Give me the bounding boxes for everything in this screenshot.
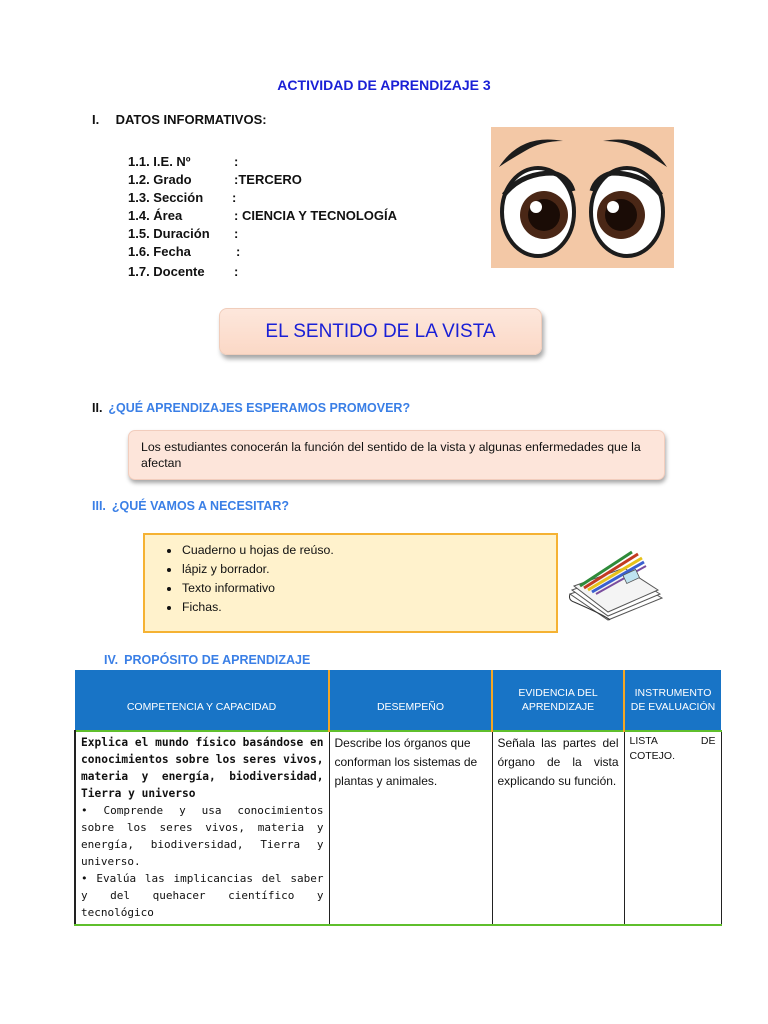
cell-desempeno: [329, 731, 492, 925]
list-item: • Fichas.: [181, 598, 556, 617]
info-row-duracion: 1.5. Duración :: [128, 226, 239, 241]
pencils-illustration: [566, 546, 666, 624]
table-header-row: [75, 670, 721, 731]
section-3-title: ¿QUÉ VAMOS A NECESITAR?: [111, 499, 289, 513]
materials-list: [145, 535, 556, 617]
table-row: [75, 731, 721, 925]
topic-banner: [219, 308, 542, 355]
header-competencia: COMPETENCIA Y CAPACIDAD: [75, 670, 329, 731]
section-1-heading: [92, 112, 267, 127]
competencia-text: Explica el mundo físico basándose en conocimientos sobre los seres vivos, materia y energía, biodiversidad, Tierra y universo: [81, 736, 324, 800]
header-desempeno: DESEMPEÑO: [329, 670, 492, 731]
info-row-ie: 1.1. I.E. Nº :: [128, 154, 239, 169]
section-4-number: IV.: [104, 653, 119, 667]
cell-evidencia: [492, 731, 624, 925]
purpose-table: [74, 670, 722, 926]
evidencia-text: Señala las partes del órgano de la vista explicando su función.: [497, 736, 619, 788]
section-2-title: ¿QUÉ APRENDIZAJES ESPERAMOS PROMOVER?: [108, 401, 411, 415]
cell-instrumento: [624, 731, 721, 925]
capacidad-item: • Evalúa las implicancias del saber y del quehacer científico y tecnológico: [81, 872, 324, 919]
info-row-seccion: 1.3. Sección :: [128, 190, 237, 205]
info-list: [128, 153, 397, 281]
info-row-area: 1.4. Área : CIENCIA Y TECNOLOGÍA: [128, 208, 397, 223]
topic-title: EL SENTIDO DE LA VISTA: [265, 321, 496, 342]
section-2-number: II.: [92, 401, 103, 415]
instrumento-text: LISTA DE COTEJO.: [629, 735, 716, 762]
section-2-heading: [92, 401, 410, 415]
section-1-number: I.: [92, 112, 100, 127]
page-title: ACTIVIDAD DE APRENDIZAJE 3: [277, 77, 491, 93]
list-item: • lápiz y borrador.: [181, 560, 556, 579]
list-item: • Texto informativo: [181, 579, 556, 598]
capacidad-item: • Comprende y usa conocimientos sobre los seres vivos, materia y energía, biodiversidad, Tierra y universo.: [81, 804, 324, 868]
header-evidencia: EVIDENCIA DEL APRENDIZAJE: [492, 670, 624, 731]
eyes-illustration: [491, 127, 674, 268]
info-row-docente: 1.7. Docente :: [128, 264, 239, 279]
list-item: • Cuaderno u hojas de reúso.: [181, 541, 556, 560]
info-row-grado: 1.2. Grado :TERCERO: [128, 172, 302, 187]
cell-competencia: [75, 731, 329, 925]
section-3-heading: [92, 499, 289, 513]
learning-goal-text: Los estudiantes conocerán la función del sentido de la vista y algunas enfermedades que la afectan: [141, 440, 641, 470]
info-row-fecha: 1.6. Fecha :: [128, 244, 241, 259]
materials-box: [143, 533, 558, 633]
desempeno-text: Describe los órganos que conforman los sistemas de plantas y animales.: [334, 736, 478, 788]
section-4-title: PROPÓSITO DE APRENDIZAJE: [124, 653, 311, 667]
learning-goal-box: [128, 430, 665, 480]
section-1-title: DATOS INFORMATIVOS:: [115, 112, 267, 127]
section-3-number: III.: [92, 499, 106, 513]
section-4-heading: [104, 653, 310, 667]
header-instrumento: INSTRUMENTO DE EVALUACIÓN: [624, 670, 721, 731]
